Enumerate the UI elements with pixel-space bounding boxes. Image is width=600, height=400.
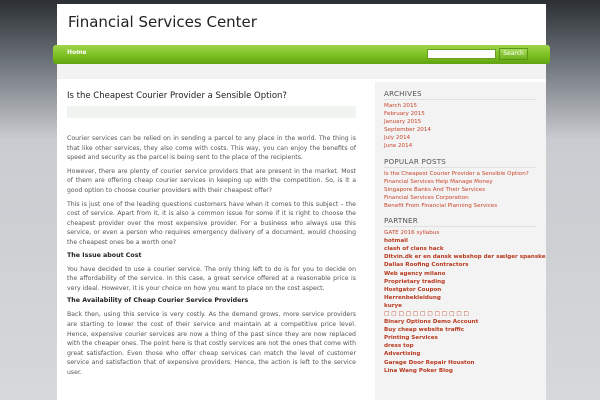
- partner-link[interactable]: hotmail: [384, 238, 408, 245]
- partner-link[interactable]: Buy cheap website traffic: [384, 327, 465, 334]
- post-subheading: The Issue about Cost: [67, 251, 142, 259]
- sidebar: [375, 82, 546, 400]
- archive-link[interactable]: January 2015: [384, 119, 422, 126]
- popular-posts-widget: [384, 157, 546, 210]
- partner-link[interactable]: Printing Services: [384, 335, 438, 342]
- partner-link[interactable]: Proprietary trading: [384, 278, 446, 285]
- partner-link[interactable]: Herrenbekleidung: [384, 294, 441, 301]
- search-input[interactable]: [427, 49, 496, 59]
- popular-post-link[interactable]: Is the Cheapest Courier Provider a Sensible Option?: [384, 170, 529, 177]
- popular-post-link[interactable]: Singapore Banks And Their Services: [384, 186, 486, 193]
- partner-title: PARTNER: [384, 216, 536, 227]
- partner-link[interactable]: Garage Door Repair Houston: [384, 359, 475, 366]
- partner-link[interactable]: clash of clans hack: [384, 246, 444, 253]
- popular-post-link[interactable]: Benefit From Financial Planning Services: [384, 202, 498, 209]
- post-title[interactable]: Is the Cheapest Courier Provider a Sensible Option?: [67, 91, 287, 101]
- partner-link[interactable]: Advertising: [384, 351, 421, 358]
- partner-link[interactable]: □ □ □ □ □ □ □ □ □ □ □ □: [384, 310, 469, 317]
- archive-link[interactable]: June 2014: [384, 143, 413, 150]
- partner-link[interactable]: Lina Wang Poker Blog: [384, 367, 453, 374]
- archive-link[interactable]: September 2014: [384, 127, 431, 134]
- post-paragraph: This is just one of the leading questions customers have when it comes to this subject – the cost of service. Apart from it, it is also a common issue for some if it is right to choose the cheapest provider over the most expensive provider. For a business who always use this service, or even a person who requires emergency delivery of a document, would choosing the cheapest ones be a worth one?: [67, 200, 356, 246]
- partner-link[interactable]: dress top: [384, 343, 414, 350]
- post-body: [67, 134, 356, 377]
- archive-link[interactable]: July 2014: [384, 135, 411, 142]
- partner-link[interactable]: Binary Options Demo Account: [384, 319, 479, 326]
- partner-link[interactable]: Dallas Roofing Contractors: [384, 262, 469, 269]
- post-subheading: The Availability of Cheap Courier Service Providers: [67, 297, 249, 305]
- partner-link[interactable]: Hostgator Coupon: [384, 286, 442, 293]
- post-paragraph: You have decided to use a courier service. The only thing left to do is for you to decide on the affordability of the service. In this case, a great service offered at a reasonable price is very ideal. However, it is your choice on how you want to place on the cost aspect.: [67, 265, 356, 292]
- archive-link[interactable]: February 2015: [384, 111, 425, 118]
- post-meta-bar: [67, 106, 356, 118]
- archive-link[interactable]: March 2015: [384, 103, 418, 109]
- partner-link[interactable]: Web agency milano: [384, 270, 446, 277]
- partner-widget: [384, 216, 546, 375]
- page-container: [57, 4, 546, 400]
- nav-shadow-band: [57, 64, 546, 79]
- popular-post-link[interactable]: Financial Services Help Manage Money: [384, 178, 493, 185]
- partner-link[interactable]: GATE 2016 syllabus: [384, 230, 440, 237]
- site-title[interactable]: Financial Services Center: [68, 13, 257, 31]
- main-navbar: [53, 45, 550, 64]
- popular-post-link[interactable]: Financial Services Corporation: [384, 194, 469, 201]
- partner-link[interactable]: Ditvin.dk er en dansk webshop der sælger spanske: [384, 254, 546, 261]
- partner-link[interactable]: kurye: [384, 302, 402, 309]
- post-paragraph: Courier services can be relied on in sending a parcel to any place in the world. The thing is that like other services, they also come with costs. This way, you can enjoy the benefits of speed and security as the parcel is being sent to the place of the recipients.: [67, 135, 356, 162]
- post-paragraph: Back then, using this service is very costly. As the demand grows, more service providers are starting to lower the cost of their service and maintain at a competitive price level. Hence, expensive courier services are now a thing of the past since they are now replaced with the cheaper ones. The point here is that costly services are not the ones that come with great satisfaction. Even those who offer cheap services can match the level of customer service and satisfaction that of expensive providers. Hence, the action is left to the service user.: [67, 311, 356, 376]
- main-content: [67, 90, 356, 381]
- search-button[interactable]: Search: [499, 48, 528, 60]
- post-paragraph: However, there are plenty of courier service providers that are present in the market. Most of them are offering cheap courier services in keeping up with the competition. So, is it a good option to choose courier providers with their cheapest offer?: [67, 167, 356, 194]
- popular-posts-title: POPULAR POSTS: [384, 157, 536, 168]
- archives-widget: [384, 89, 546, 151]
- nav-home-link[interactable]: Home: [67, 49, 87, 56]
- archives-title: ARCHIVES: [384, 89, 536, 100]
